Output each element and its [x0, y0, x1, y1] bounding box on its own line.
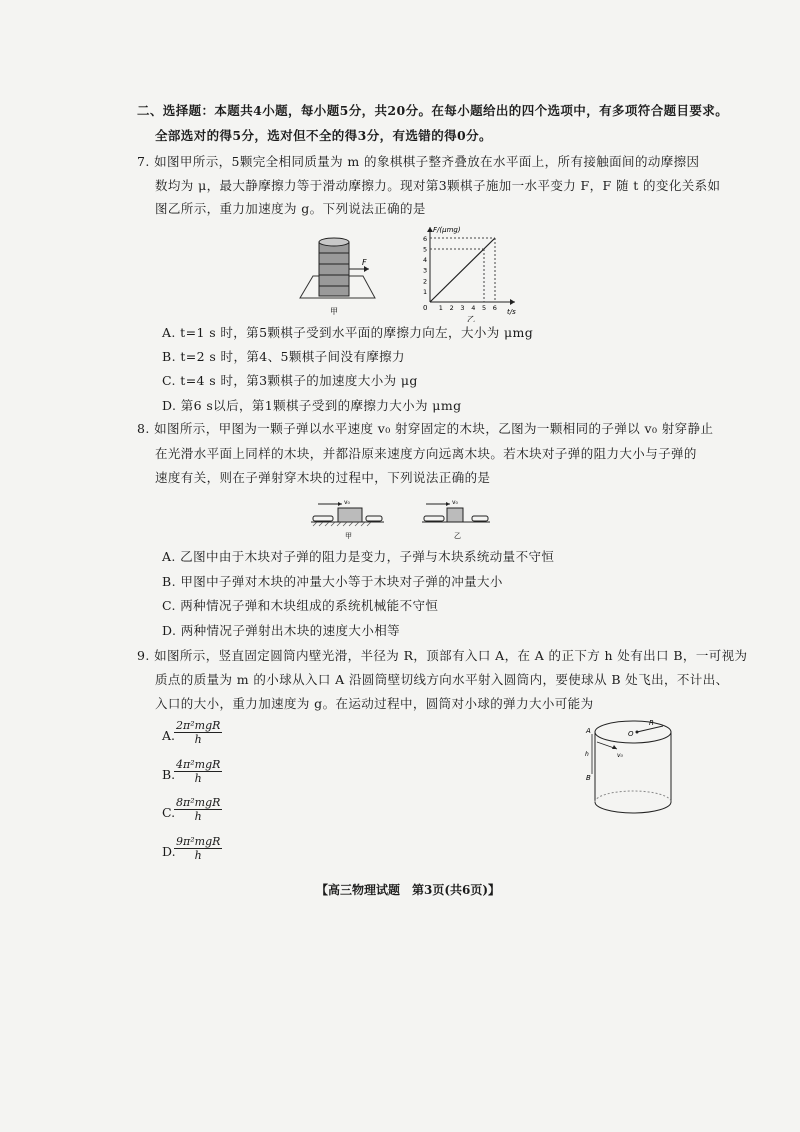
q7-option-b: B. t=2 s 时，第4、5颗棋子间没有摩擦力	[162, 349, 405, 364]
graph-xtick-label: 3	[460, 304, 465, 312]
q8-figure-jia	[311, 499, 384, 540]
fig-b-label: B	[586, 774, 591, 782]
q9-option-b-denominator: h	[194, 772, 202, 785]
graph-line	[430, 238, 495, 302]
q8-fig-yi-caption: 乙	[454, 532, 461, 540]
graph-ytick-label: 1	[423, 287, 428, 296]
fig-r-label: R	[649, 719, 654, 727]
graph-xtick-label: 4	[471, 304, 476, 312]
q8-option-a: A. 乙图中由于木块对子弹的阻力是变力，子弹与木块系统动量不守恒	[162, 549, 555, 564]
q8-v-label-jia: v₀	[344, 499, 350, 506]
q8-stem-line1: 8. 如图所示，甲图为一颗子弹以水平速度 v₀ 射穿固定的木块，乙图为一颗相同的子弹以 v₀ 射穿静止	[137, 421, 714, 436]
graph-xticks	[439, 304, 497, 312]
q9-option-a-fraction	[174, 719, 222, 746]
q9-option-d-label: D.	[162, 844, 176, 859]
q8-stem-line2: 在光滑水平面上同样的木块，并都沿原来速度方向远离木块。若木块对子弹的阻力大小与子弹的	[155, 446, 697, 461]
graph-ytick-label: 5	[423, 245, 428, 254]
chess-stack	[319, 238, 349, 296]
q9-stem-line1: 9. 如图所示，竖直固定圆筒内壁光滑，半径为 R，顶部有入口 A，在 A 的正下方 h 处有出口 B，一可视为	[137, 648, 748, 663]
q7-figure-jia	[285, 228, 385, 320]
graph-yticks	[423, 235, 427, 296]
q9-option-d-numerator: 9π²mgR	[176, 835, 221, 848]
graph-origin: 0	[423, 304, 428, 312]
q9-option-b-numerator: 4π²mgR	[176, 758, 221, 771]
q7-option-d: D. 第6 s以后，第1颗棋子受到的摩擦力大小为 μmg	[162, 398, 462, 413]
fig-o-label: O	[628, 730, 634, 738]
section-heading: 二、选择题：本题共4小题，每小题5分，共20分。在每小题给出的四个选项中，有多项符合题目要求。	[137, 103, 729, 118]
q7-stem-line2: 数均为 μ，最大静摩擦力等于滑动摩擦力。现对第3颗棋子施加一水平变力 F，F 随 t 的变化关系如	[155, 178, 721, 193]
q9-option-d-fraction	[174, 835, 222, 862]
force-label: F	[362, 258, 367, 267]
q8-option-d: D. 两种情况子弹射出木块的速度大小相等	[162, 623, 401, 638]
graph-xtick-label: 6	[492, 304, 497, 312]
graph-ytick-label: 6	[423, 234, 428, 243]
fig-v-label: v₀	[617, 752, 623, 759]
graph-ytick-label: 3	[423, 266, 428, 275]
q8-fig-jia-caption: 甲	[345, 532, 352, 540]
graph-ylabel: F/(μmg)	[433, 226, 461, 234]
graph-ytick-label: 4	[423, 256, 428, 265]
q9-cylinder-figure	[583, 712, 683, 822]
q8-v-label-yi: v₀	[452, 499, 458, 506]
q7-stem-line3: 图乙所示，重力加速度为 g。下列说法正确的是	[155, 201, 426, 216]
q7-option-a: A. t=1 s 时，第5颗棋子受到水平面的摩擦力向左，大小为 μmg	[162, 325, 534, 340]
q8-figure-yi	[422, 499, 490, 540]
q7-stem-line1: 7. 如图甲所示，5颗完全相同质量为 m 的象棋棋子整齐叠放在水平面上，所有接触面间的动摩擦因	[137, 154, 700, 169]
q9-option-a-denominator: h	[194, 733, 202, 746]
graph-xlabel: t/s	[507, 308, 516, 316]
fig-a-label: A	[586, 727, 591, 735]
graph-xtick-label: 2	[449, 304, 454, 312]
graph-xtick-label: 5	[482, 304, 487, 312]
graph-ytick-label: 2	[423, 277, 428, 286]
q8-stem-line3: 速度有关，则在子弹射穿木块的过程中，下列说法正确的是	[155, 470, 491, 485]
q9-option-c-label: C.	[162, 805, 176, 820]
q9-option-d-denominator: h	[194, 849, 202, 862]
q9-option-c-numerator: 8π²mgR	[176, 796, 221, 809]
fig-jia-caption: 甲	[330, 307, 338, 316]
fig-h-label: h	[585, 751, 589, 758]
q8-figures	[308, 494, 498, 544]
q9-option-a-label: A.	[162, 728, 176, 743]
fig-yi-caption: 乙	[467, 315, 475, 322]
q9-option-b-fraction	[174, 758, 222, 785]
q9-option-c-denominator: h	[194, 810, 202, 823]
q9-option-c-fraction	[174, 796, 222, 823]
q7-figure-yi-graph	[415, 222, 525, 322]
page-footer: 【高三物理试题 第3页(共6页)】	[316, 883, 501, 897]
q9-stem-line3: 入口的大小，重力加速度为 g。在运动过程中，圆筒对小球的弹力大小可能为	[155, 696, 594, 711]
q7-option-c: C. t=4 s 时，第3颗棋子的加速度大小为 μg	[162, 373, 418, 388]
q9-option-a-numerator: 2π²mgR	[176, 719, 221, 732]
graph-xtick-label: 1	[438, 304, 443, 312]
q8-option-c: C. 两种情况子弹和木块组成的系统机械能不守恒	[162, 598, 439, 613]
section-scoring: 全部选对的得5分，选对但不全的得3分，有选错的得0分。	[155, 128, 492, 143]
q8-option-b: B. 甲图中子弹对木块的冲量大小等于木块对子弹的冲量大小	[162, 574, 503, 589]
q9-option-b-label: B.	[162, 767, 176, 782]
q9-stem-line2: 质点的质量为 m 的小球从入口 A 沿圆筒壁切线方向水平射入圆筒内，要使球从 B 处飞出，不计出、	[155, 672, 729, 687]
